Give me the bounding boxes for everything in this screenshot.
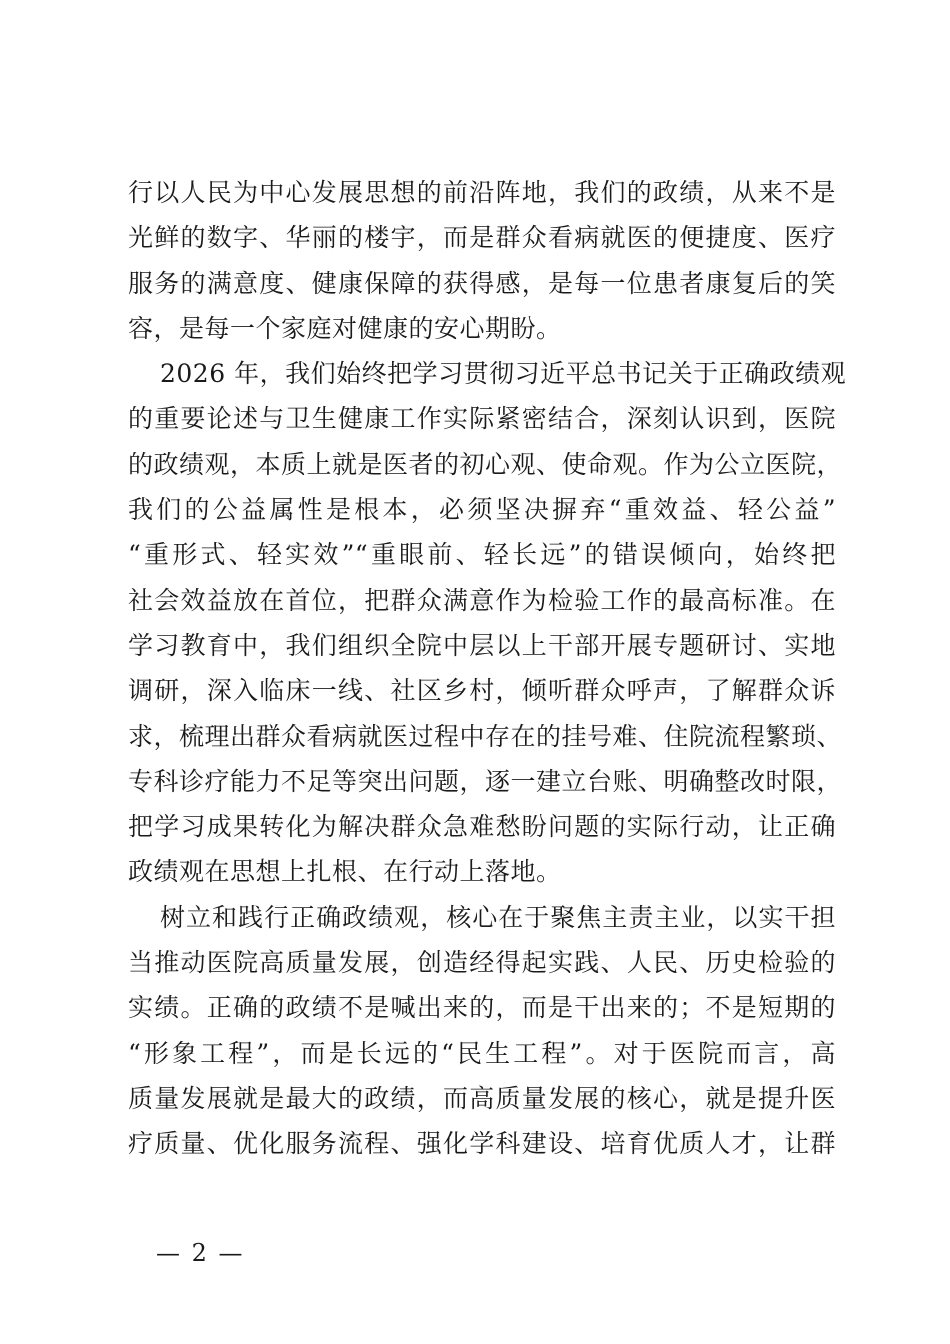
paragraph-3-line-4: “形象工程”，而是长远的“民生工程”。对于医院而言，高 bbox=[128, 1038, 836, 1068]
paragraph-1-line-4: 容，是每一个家庭对健康的安心期盼。 bbox=[128, 313, 562, 343]
paragraph-2-line-9: 求，梳理出群众看病就医过程中存在的挂号难、住院流程繁琐、 bbox=[128, 721, 843, 751]
paragraph-2-line-4: 我们的公益属性是根本，必须坚决摒弃“重效益、轻公益” bbox=[128, 495, 836, 525]
paragraph-3-line-2: 当推动医院高质量发展，创造经得起实践、人民、历史检验的 bbox=[128, 948, 836, 978]
paragraph-2-line-6: 社会效益放在首位，把群众满意作为检验工作的最高标准。在 bbox=[128, 585, 836, 615]
paragraph-2-line-5: “重形式、轻实效”“重眼前、轻长远”的错误倾向，始终把 bbox=[128, 540, 836, 570]
paragraph-2-line-3: 的政绩观，本质上就是医者的初心观、使命观。作为公立医院， bbox=[128, 449, 843, 479]
paragraph-2-line-10: 专科诊疗能力不足等突出问题，逐一建立台账、明确整改时限， bbox=[128, 766, 843, 796]
paragraph-1-line-1: 行以人民为中心发展思想的前沿阵地，我们的政绩，从来不是 bbox=[128, 178, 836, 207]
paragraph-2-line-2: 的重要论述与卫生健康工作实际紧密结合，深刻认识到，医院 bbox=[128, 404, 836, 434]
paragraph-2-line-11: 把学习成果转化为解决群众急难愁盼问题的实际行动，让正确 bbox=[128, 812, 836, 842]
paragraph-3-line-3: 实绩。正确的政绩不是喊出来的，而是干出来的；不是短期的 bbox=[128, 993, 836, 1023]
paragraph-3-line-6: 疗质量、优化服务流程、强化学科建设、培育优质人才，让群 bbox=[128, 1129, 836, 1159]
paragraph-1-line-2: 光鲜的数字、华丽的楼宇，而是群众看病就医的便捷度、医疗 bbox=[128, 223, 836, 253]
page-number: — 2 — bbox=[156, 1239, 245, 1267]
paragraph-3-line-5: 质量发展就是最大的政绩，而高质量发展的核心，就是提升医 bbox=[128, 1083, 836, 1113]
body-text bbox=[128, 170, 847, 1167]
paragraph-2-line-8: 调研，深入临床一线、社区乡村，倾听群众呼声，了解群众诉 bbox=[128, 676, 836, 706]
paragraph-3-line-1: 树立和践行正确政绩观，核心在于聚焦主责主业，以实干担 bbox=[160, 902, 836, 932]
paragraph-2-line-1: 2026 年，我们始终把学习贯彻习近平总书记关于正确政绩观 bbox=[160, 359, 847, 389]
paragraph-2-line-12: 政绩观在思想上扎根、在行动上落地。 bbox=[128, 857, 562, 887]
paragraph-1-line-3: 服务的满意度、健康保障的获得感，是每一位患者康复后的笑 bbox=[128, 268, 836, 298]
paragraph-2-line-7: 学习教育中，我们组织全院中层以上干部开展专题研讨、实地 bbox=[128, 630, 836, 660]
